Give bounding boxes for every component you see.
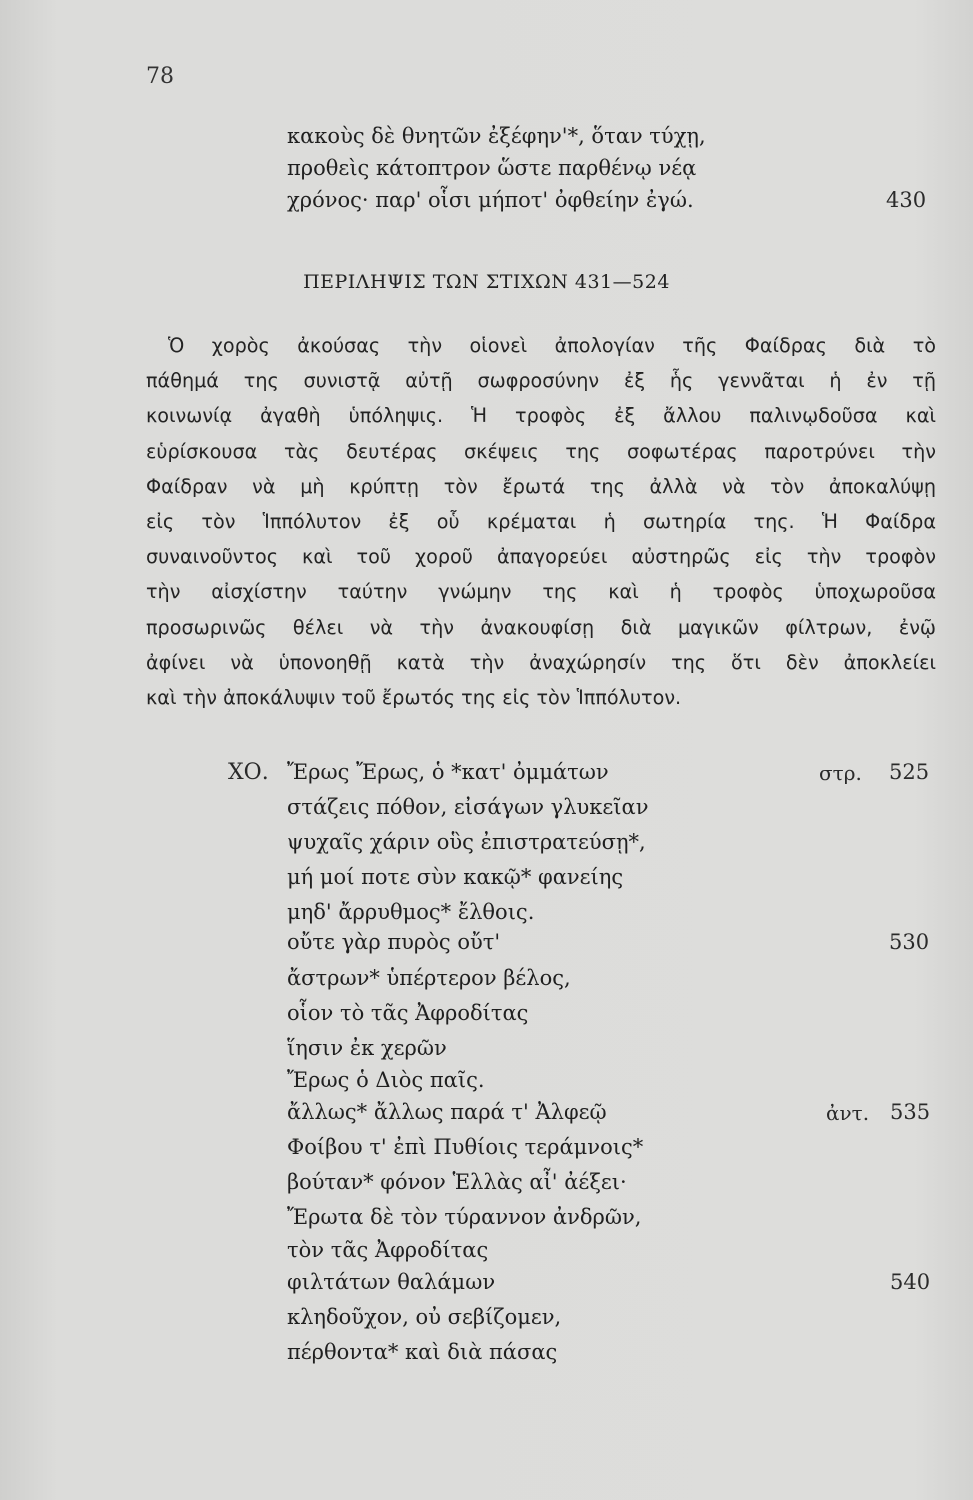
verse-line: οὔτε γὰρ πυρὸς οὔτ' (287, 930, 501, 954)
summary-line: καὶ τὴν ἀποκάλυψιν τοῦ ἔρωτός της εἰς τὸν Ἱππόλυτον. (146, 686, 682, 710)
summary-line: Φαίδραν νὰ μὴ κρύπτῃ τὸν ἔρωτά της ἀλλὰ νὰ τὸν ἀποκαλύψῃ (146, 474, 936, 498)
summary-title: ΠΕΡΙΛΗΨΙΣ ΤΩΝ ΣΤΙΧΩΝ 431—524 (303, 271, 670, 293)
page-number: 78 (146, 64, 174, 89)
verse-line: μή μοί ποτε σὺν κακῷ* φανείης (287, 865, 624, 889)
summary-line: ἀφίνει νὰ ὑπονοηθῇ κατὰ τὴν ἀναχώρησίν της ὅτι δὲν ἀποκλείει (146, 650, 936, 674)
summary-line: εἰς τὸν Ἱππόλυτον ἐξ οὗ κρέμαται ἡ σωτηρία της. Ἡ Φαίδρα (146, 510, 936, 534)
verse-line: τὸν τᾶς Ἀφροδίτας (287, 1238, 489, 1262)
verse-line: ψυχαῖς χάριν οὓς ἐπιστρατεύσῃ*, (287, 830, 646, 854)
verse-line: ἵησιν ἐκ χερῶν (287, 1036, 447, 1060)
verse-line: φιλτάτων θαλάμων (287, 1270, 496, 1294)
verse-line: Ἔρως ὁ Διὸς παῖς. (287, 1068, 485, 1092)
summary-line: προσωρινῶς θέλει νὰ τὴν ἀνακουφίσῃ διὰ μαγικῶν φίλτρων, ἐνῷ (146, 615, 936, 639)
line-number: 530 (889, 930, 930, 954)
line-number: 535 (890, 1100, 931, 1124)
verse-line: βούταν* φόνον Ἑλλὰς αἶ' ἀέξει· (287, 1170, 627, 1194)
line-number: 525 (889, 760, 930, 784)
line-number: 430 (886, 188, 927, 212)
verse-line: Ἔρωτα δὲ τὸν τύραννον ἀνδρῶν, (287, 1205, 642, 1229)
verse-line: Ἔρως Ἔρως, ὁ *κατ' ὀμμάτων (287, 760, 609, 784)
summary-line: εὑρίσκουσα τὰς δευτέρας σκέψεις της σοφωτέρας παροτρύνει τὴν (146, 439, 936, 463)
summary-paragraph (146, 328, 936, 715)
verse-line: οἷον τὸ τᾶς Ἀφροδίτας (287, 1001, 529, 1025)
verse-line: χρόνος· παρ' οἷσι μήποτ' ὀφθείην ἐγώ. (287, 188, 694, 212)
verse-line: πέρθοντα* καὶ διὰ πάσας (287, 1340, 558, 1364)
verse-line: προθεὶς κάτοπτρον ὥστε παρθένῳ νέᾳ (287, 156, 697, 180)
summary-line: συναινοῦντος καὶ τοῦ χοροῦ ἀπαγορεύει αὐστηρῶς εἰς τὴν τροφὸν (146, 545, 936, 569)
verse-line: ἄστρων* ὑπέρτερον βέλος, (287, 966, 571, 990)
summary-line: Ὁ χορὸς ἀκούσας τὴν οἱονεὶ ἀπολογίαν τῆς Φαίδρας διὰ τὸ (168, 334, 936, 357)
strophe-marker: ἀντ. (826, 1101, 870, 1125)
summary-line: κοινωνίᾳ ἀγαθὴ ὑπόληψις. Ἡ τροφὸς ἐξ ἄλλου παλινῳδοῦσα καὶ (146, 404, 936, 428)
verse-line: ἄλλως* ἄλλως παρά τ' Ἀλφεῷ (287, 1100, 607, 1124)
verse-line: Φοίβου τ' ἐπὶ Πυθίοις τεράμνοις* (287, 1135, 644, 1159)
strophe-marker: στρ. (819, 761, 862, 785)
line-number: 540 (890, 1270, 931, 1294)
verse-line: στάζεις πόθον, εἰσάγων γλυκεῖαν (287, 795, 649, 819)
summary-line: τὴν αἰσχίστην ταύτην γνώμην της καὶ ἡ τροφὸς ὑποχωροῦσα (146, 580, 936, 604)
verse-line: μηδ' ἄρρυθμος* ἔλθοις. (287, 900, 535, 924)
speaker-label: ΧΟ. (228, 760, 269, 785)
verse-line: κακοὺς δὲ θνητῶν ἐξέφην'*, ὅταν τύχῃ, (287, 124, 706, 148)
summary-line: πάθημά της συνιστᾷ αὐτῇ σωφροσύνην ἐξ ἧς γεννᾶται ἡ ἐν τῇ (146, 369, 936, 393)
verse-line: κληδοῦχον, οὐ σεβίζομεν, (287, 1305, 562, 1329)
